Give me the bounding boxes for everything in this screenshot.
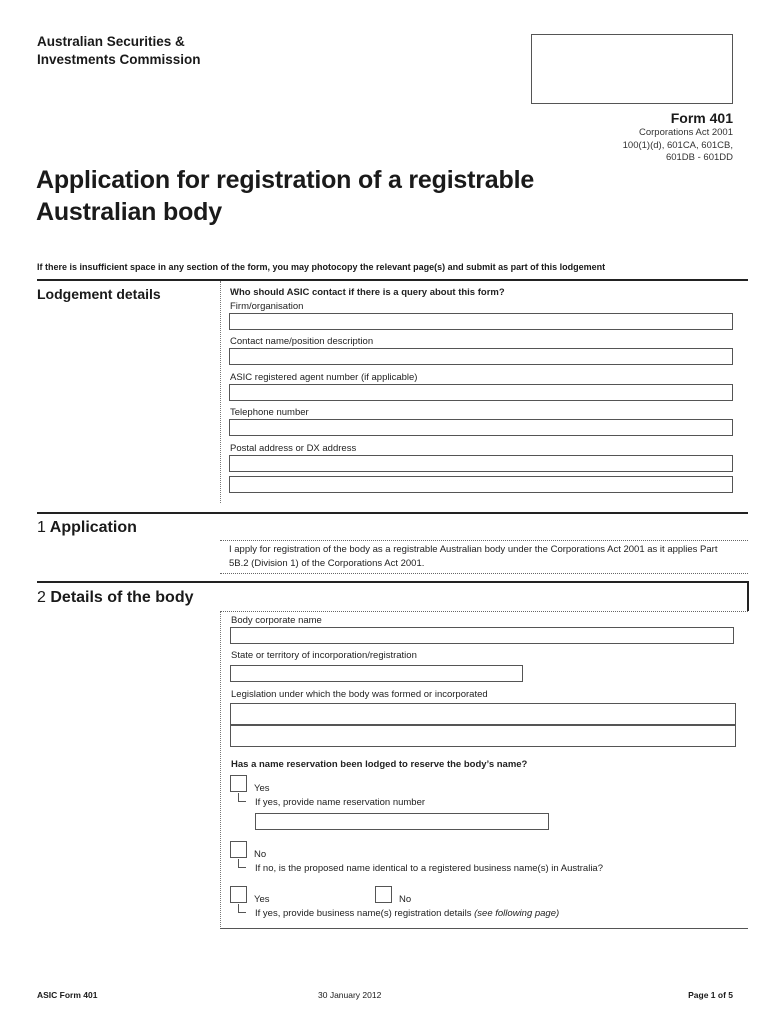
postal-address-input-2[interactable] xyxy=(229,476,733,493)
postal-address-label: Postal address or DX address xyxy=(230,443,357,454)
contact-name-input[interactable] xyxy=(229,348,733,365)
firm-input[interactable] xyxy=(229,313,733,330)
state-label: State or territory of incorporation/registration xyxy=(231,650,417,661)
act-reference-line-3: 601DB - 601DD xyxy=(665,152,733,163)
footer-form-name: ASIC Form 401 xyxy=(37,990,98,1000)
section1-heading xyxy=(37,519,137,537)
form-title-line-1: Application for registration of a registrable xyxy=(36,166,535,194)
business-name-yes-checkbox[interactable] xyxy=(230,886,247,903)
legislation-input-1[interactable] xyxy=(230,703,736,725)
section1-top-rule xyxy=(37,512,748,514)
photocopy-notice: If there is insufficient space in any section of the form, you may photocopy the relevant page(s) and submit as part of this lodgement xyxy=(37,262,606,272)
office-use-box xyxy=(531,34,733,104)
reservation-number-input[interactable] xyxy=(255,813,549,830)
act-reference-line-2: 100(1)(d), 601CA, 601CB, xyxy=(622,139,733,151)
section2-divider xyxy=(220,611,221,929)
application-statement xyxy=(229,543,744,571)
organisation-name xyxy=(37,33,201,69)
business-name-yes-label: Yes xyxy=(254,894,270,905)
reservation-no-label: No xyxy=(254,849,267,860)
organisation-name-line-1: Australian Securities & xyxy=(37,34,185,49)
footer-page-number: Page 1 of 5 xyxy=(688,990,733,1000)
agent-number-label: ASIC registered agent number (if applicable) xyxy=(230,372,418,383)
section1-dotted-bottom xyxy=(220,573,748,574)
postal-address-input-1[interactable] xyxy=(229,455,733,472)
lodgement-top-rule xyxy=(37,279,748,281)
section2-title: Details of the body xyxy=(50,589,194,606)
reservation-no-checkbox[interactable] xyxy=(230,841,247,858)
application-statement-line-1: I apply for registration of the body as a registrable Australian body under the Corporations Act 2001 as it applies Part xyxy=(229,544,718,555)
section2-number: 2 xyxy=(37,589,46,606)
section1-dotted-top xyxy=(220,540,748,541)
reservation-no-connector xyxy=(238,859,246,868)
footer-date: 30 January 2012 xyxy=(318,990,382,1000)
section2-right-edge xyxy=(747,581,749,611)
telephone-input[interactable] xyxy=(229,419,733,436)
contact-name-label: Contact name/position description xyxy=(230,336,374,347)
state-input[interactable] xyxy=(230,665,523,682)
application-statement-line-2: 5B.2 (Division 1) of the Corporations Act 2001. xyxy=(229,558,425,569)
business-name-no-label: No xyxy=(399,894,412,905)
section1-number: 1 xyxy=(37,519,46,536)
business-name-details-label xyxy=(255,908,559,919)
contact-question: Who should ASIC contact if there is a query about this form? xyxy=(230,287,505,298)
name-reservation-question: Has a name reservation been lodged to reserve the body’s name? xyxy=(231,759,528,770)
legislation-label: Legislation under which the body was formed or incorporated xyxy=(231,689,488,700)
act-reference-line-1: Corporations Act 2001 xyxy=(638,127,733,138)
section2-dotted-top xyxy=(220,611,748,612)
agent-number-input[interactable] xyxy=(229,384,733,401)
section1-title: Application xyxy=(49,519,137,536)
reservation-number-label: If yes, provide name reservation number xyxy=(255,797,426,808)
business-name-yes-connector xyxy=(238,904,246,913)
act-reference xyxy=(623,127,733,165)
body-name-input[interactable] xyxy=(230,627,734,644)
reservation-yes-connector xyxy=(238,793,246,802)
business-name-question: If no, is the proposed name identical to a registered business name(s) in Australia? xyxy=(255,863,603,874)
section2-bottom-rule xyxy=(220,928,748,929)
reservation-yes-label: Yes xyxy=(254,783,270,794)
telephone-label: Telephone number xyxy=(230,407,309,418)
section2-heading xyxy=(37,589,193,607)
lodgement-divider xyxy=(220,281,221,503)
form-title xyxy=(36,164,534,228)
reservation-yes-checkbox[interactable] xyxy=(230,775,247,792)
body-name-label: Body corporate name xyxy=(231,615,322,626)
section2-top-rule xyxy=(37,581,748,583)
legislation-input-2[interactable] xyxy=(230,725,736,747)
lodgement-heading: Lodgement details xyxy=(37,286,161,302)
business-name-no-checkbox[interactable] xyxy=(375,886,392,903)
firm-label: Firm/organisation xyxy=(230,301,304,312)
business-name-details-note: (see following page) xyxy=(474,908,560,919)
form-title-line-2: Australian body xyxy=(36,198,222,226)
organisation-name-line-2: Investments Commission xyxy=(37,52,201,67)
form-number: Form 401 xyxy=(670,110,733,126)
business-name-details-text: If yes, provide business name(s) registration details xyxy=(255,908,475,919)
